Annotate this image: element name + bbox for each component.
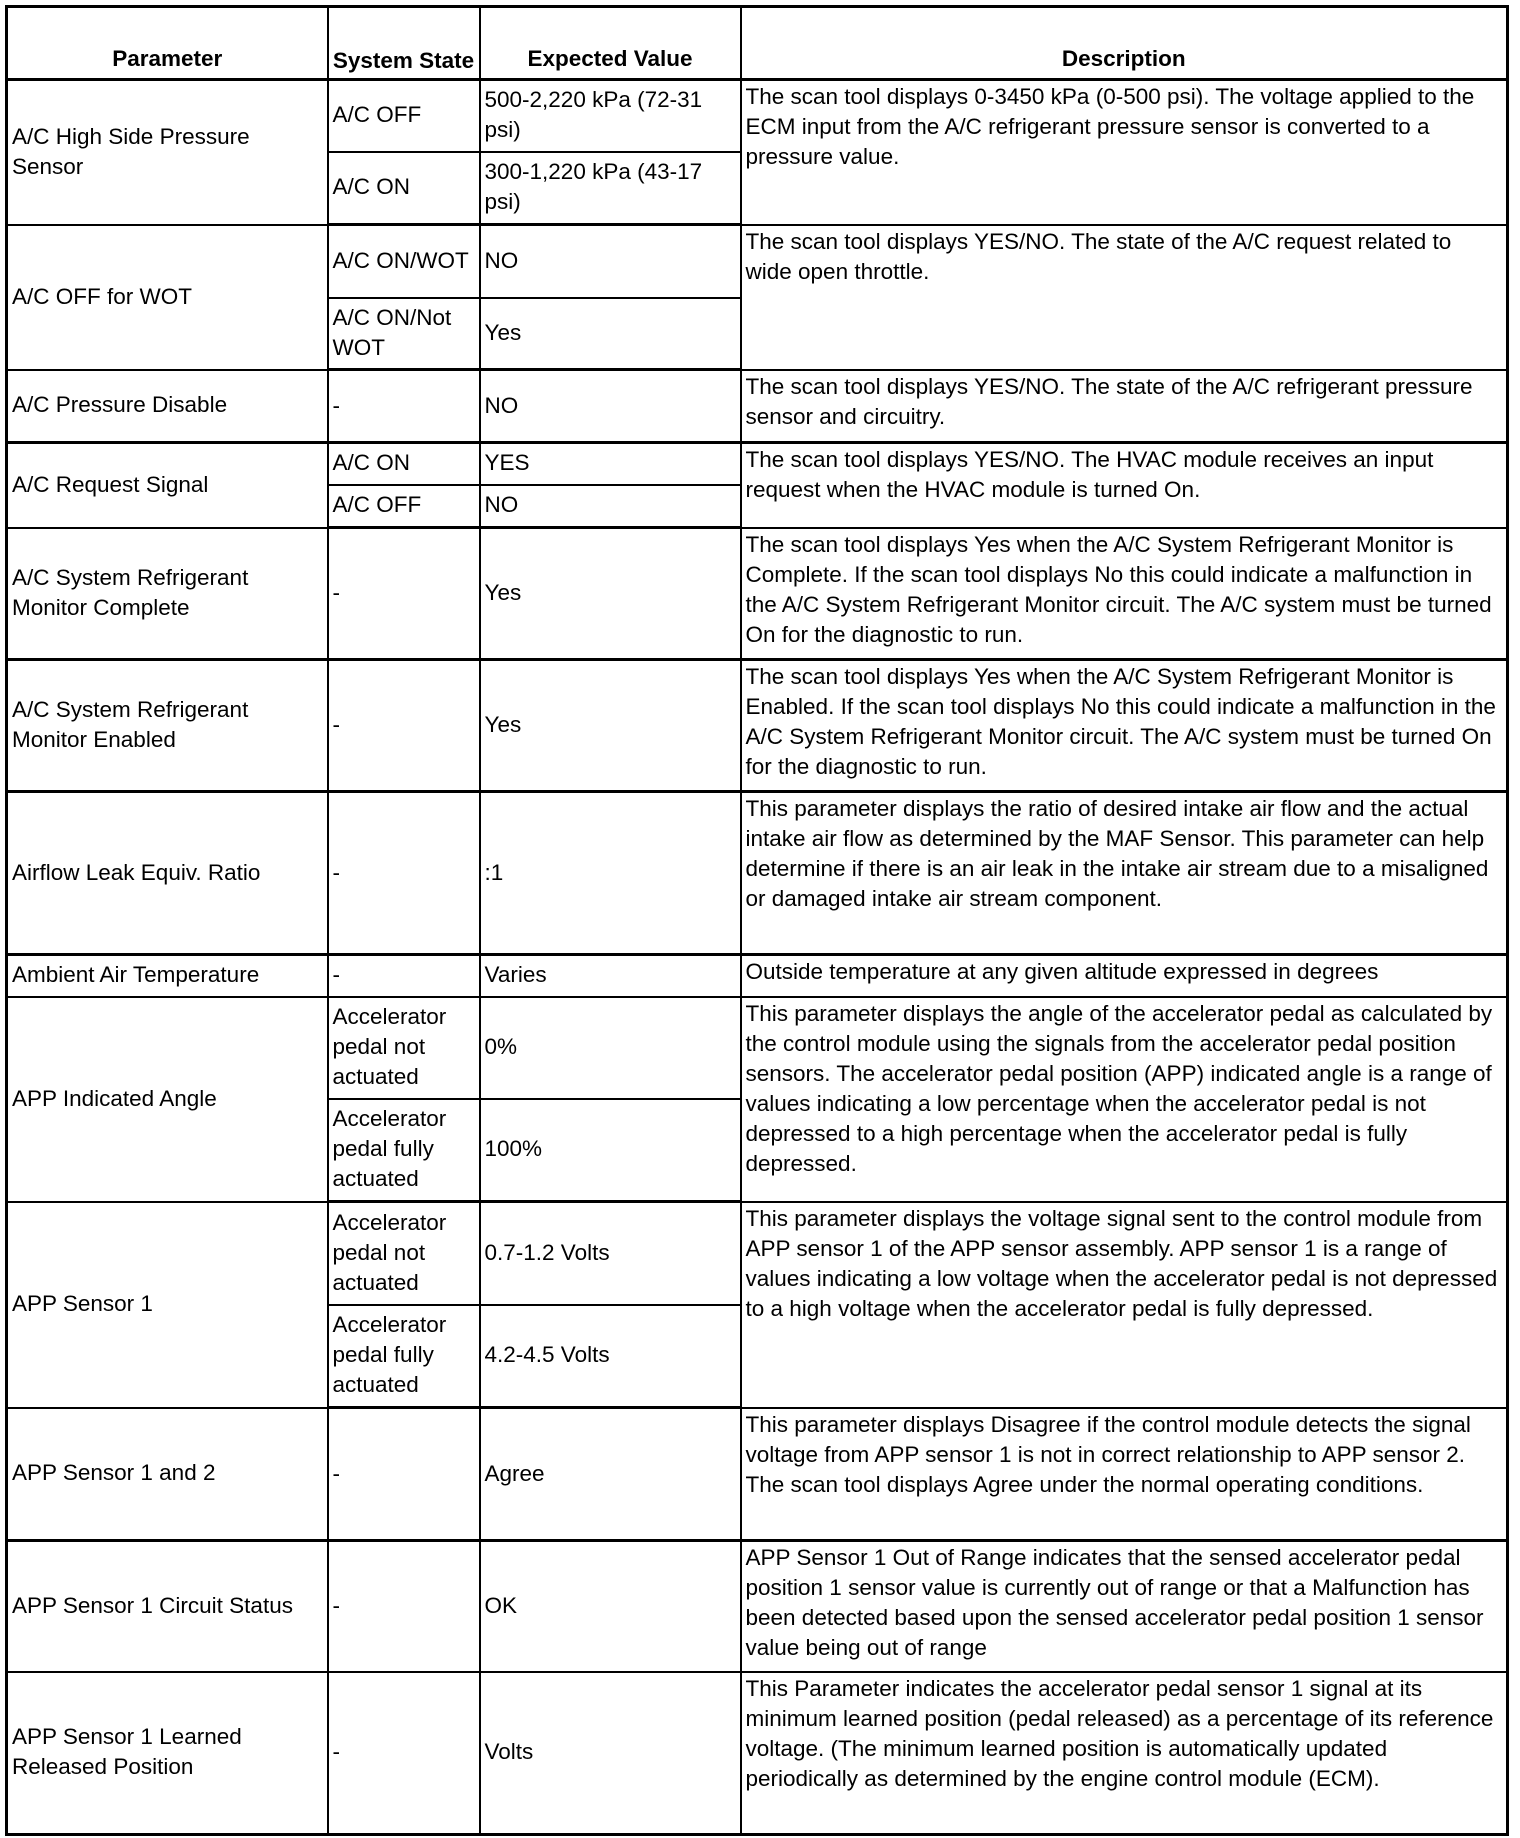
system-state-cell: A/C ON/WOT	[328, 225, 480, 298]
table-row	[7, 792, 1508, 955]
expected-value-cell: 300-1,220 kPa (43-17 psi)	[480, 152, 741, 225]
description-cell: APP Sensor 1 Out of Range indicates that the sensed accelerator pedal position 1 sensor value is currently out of range or that a Malfunction has been detected based upon the sensed accelerator pedal position 1 sensor value being out of range	[741, 1541, 1508, 1672]
parameter-cell: APP Sensor 1 and 2	[7, 1408, 328, 1541]
table-row	[7, 660, 1508, 792]
expected-value-cell: Yes	[480, 660, 741, 792]
system-state-cell: A/C ON/Not WOT	[328, 298, 480, 370]
description-cell: The scan tool displays 0-3450 kPa (0-500 psi). The voltage applied to the ECM input from the A/C refrigerant pressure sensor is converted to a pressure value.	[741, 80, 1508, 225]
system-state-cell: -	[328, 792, 480, 955]
expected-value-cell: 0%	[480, 997, 741, 1099]
system-state-cell: A/C ON	[328, 443, 480, 485]
expected-value-cell: Varies	[480, 955, 741, 997]
system-state-cell: A/C OFF	[328, 485, 480, 528]
parameter-cell: A/C OFF for WOT	[7, 225, 328, 370]
expected-value-cell: NO	[480, 370, 741, 443]
header-expected-value: Expected Value	[480, 7, 741, 80]
parameter-cell: A/C System Refrigerant Monitor Enabled	[7, 660, 328, 792]
header-row	[7, 7, 1508, 80]
description-cell: This parameter displays the ratio of desired intake air flow and the actual intake air flow as determined by the MAF Sensor. This parameter can help determine if there is an air leak in the intake air stream due to a misaligned or damaged intake air stream component.	[741, 792, 1508, 955]
system-state-cell: Accelerator pedal not actuated	[328, 1202, 480, 1305]
system-state-cell: Accelerator pedal fully actuated	[328, 1099, 480, 1202]
parameter-cell: A/C High Side Pressure Sensor	[7, 80, 328, 225]
parameter-cell: Ambient Air Temperature	[7, 955, 328, 997]
expected-value-cell: YES	[480, 443, 741, 485]
header-parameter: Parameter	[7, 7, 328, 80]
table-row	[7, 955, 1508, 997]
parameter-cell: A/C Pressure Disable	[7, 370, 328, 443]
description-cell: This parameter displays the voltage signal sent to the control module from APP sensor 1 of the APP sensor assembly. APP sensor 1 is a range of values indicating a low voltage when the accelerator pedal is not depressed to a high voltage when the accelerator pedal is fully depressed.	[741, 1202, 1508, 1408]
table-row	[7, 1541, 1508, 1672]
expected-value-cell: :1	[480, 792, 741, 955]
system-state-cell: -	[328, 1408, 480, 1541]
parameter-cell: APP Sensor 1	[7, 1202, 328, 1408]
table-row	[7, 997, 1508, 1099]
expected-value-cell: 100%	[480, 1099, 741, 1202]
system-state-cell: -	[328, 1672, 480, 1835]
system-state-cell: -	[328, 1541, 480, 1672]
parameter-cell: Airflow Leak Equiv. Ratio	[7, 792, 328, 955]
parameter-cell: A/C System Refrigerant Monitor Complete	[7, 528, 328, 660]
system-state-cell: -	[328, 370, 480, 443]
description-cell: The scan tool displays YES/NO. The state of the A/C refrigerant pressure sensor and circuitry.	[741, 370, 1508, 443]
description-cell: The scan tool displays YES/NO. The state of the A/C request related to wide open throttle.	[741, 225, 1508, 370]
table-row	[7, 443, 1508, 485]
system-state-cell: -	[328, 660, 480, 792]
system-state-cell: A/C OFF	[328, 80, 480, 152]
description-cell: This Parameter indicates the accelerator pedal sensor 1 signal at its minimum learned position (pedal released) as a percentage of its reference voltage. (The minimum learned position is automatically updated periodically as determined by the engine control module (ECM).	[741, 1672, 1508, 1835]
description-cell: This parameter displays the angle of the accelerator pedal as calculated by the control module using the signals from the accelerator pedal position sensors. The accelerator pedal position (APP) indicated angle is a range of values indicating a low percentage when the accelerator pedal is not depressed to a high percentage when the accelerator pedal is fully depressed.	[741, 997, 1508, 1202]
parameter-cell: A/C Request Signal	[7, 443, 328, 528]
expected-value-cell: Yes	[480, 298, 741, 370]
expected-value-cell: NO	[480, 485, 741, 528]
system-state-cell: A/C ON	[328, 152, 480, 225]
description-cell: This parameter displays Disagree if the control module detects the signal voltage from APP sensor 1 is not in correct relationship to APP sensor 2. The scan tool displays Agree under the normal operating conditions.	[741, 1408, 1508, 1541]
system-state-cell: Accelerator pedal not actuated	[328, 997, 480, 1099]
expected-value-cell: 4.2-4.5 Volts	[480, 1305, 741, 1408]
expected-value-cell: Yes	[480, 528, 741, 660]
expected-value-cell: 500-2,220 kPa (72-31 psi)	[480, 80, 741, 152]
description-cell: The scan tool displays Yes when the A/C System Refrigerant Monitor is Enabled. If the scan tool displays No this could indicate a malfunction in the A/C System Refrigerant Monitor circuit. The A/C system must be turned On for the diagnostic to run.	[741, 660, 1508, 792]
description-cell: The scan tool displays YES/NO. The HVAC module receives an input request when the HVAC module is turned On.	[741, 443, 1508, 528]
expected-value-cell: Volts	[480, 1672, 741, 1835]
table-row	[7, 1202, 1508, 1305]
table-row	[7, 225, 1508, 298]
system-state-cell: -	[328, 955, 480, 997]
parameter-cell: APP Sensor 1 Circuit Status	[7, 1541, 328, 1672]
table-row	[7, 370, 1508, 443]
description-cell: Outside temperature at any given altitude expressed in degrees	[741, 955, 1508, 997]
table-row	[7, 1672, 1508, 1835]
table-row	[7, 1408, 1508, 1541]
table-row	[7, 528, 1508, 660]
header-system-state: System State	[328, 7, 480, 80]
system-state-cell: Accelerator pedal fully actuated	[328, 1305, 480, 1408]
header-description: Description	[741, 7, 1508, 80]
table-row	[7, 80, 1508, 152]
system-state-cell: -	[328, 528, 480, 660]
expected-value-cell: Agree	[480, 1408, 741, 1541]
expected-value-cell: OK	[480, 1541, 741, 1672]
parameter-cell: APP Sensor 1 Learned Released Position	[7, 1672, 328, 1835]
parameter-cell: APP Indicated Angle	[7, 997, 328, 1202]
expected-value-cell: NO	[480, 225, 741, 298]
description-cell: The scan tool displays Yes when the A/C System Refrigerant Monitor is Complete. If the scan tool displays No this could indicate a malfunction in the A/C System Refrigerant Monitor circuit. The A/C system must be turned On for the diagnostic to run.	[741, 528, 1508, 660]
expected-value-cell: 0.7-1.2 Volts	[480, 1202, 741, 1305]
parameter-table	[5, 5, 1509, 1836]
